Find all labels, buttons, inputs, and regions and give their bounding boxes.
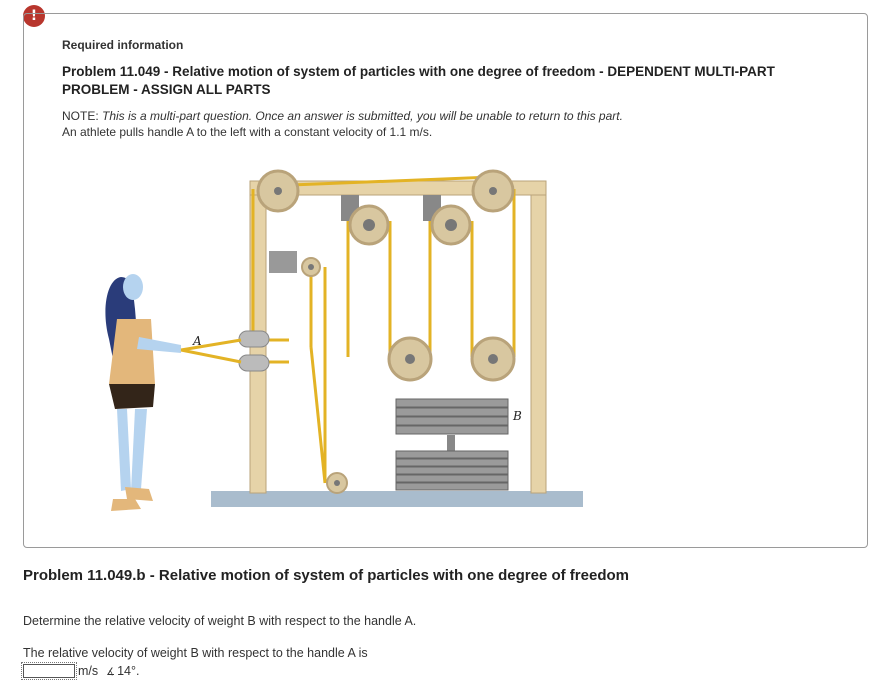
problem-title: Problem 11.049 - Relative motion of system of particles with one degree of freedom - DEPENDENT MULTI-PART PROBLEM - ASSIGN ALL PARTS [62,64,775,97]
handle-a-rope [181,350,241,362]
velocity-answer-input[interactable] [23,664,75,678]
note-line [62,109,623,123]
pulley [389,338,431,380]
floor [211,491,583,507]
answer-angle [106,664,139,678]
answer-row [23,662,140,680]
required-info-panel [23,13,868,548]
label-b: B [513,409,522,423]
alert-icon: ! [23,5,45,27]
answer-unit: m/s [78,664,99,678]
pulley [258,171,298,211]
bracket [269,251,297,273]
pulley-machine-figure [69,159,629,529]
handle-guide [239,355,269,371]
handle-a-rope [181,340,241,350]
problem-description: An athlete pulls handle A to the left with a constant velocity of 1.1 m/s. [62,125,433,139]
pulley [302,258,320,276]
note-text: This is a multi-part question. Once an answer is submitted, you will be unable to return to this part. [102,109,623,123]
answer-prompt: The relative velocity of weight B with respect to the handle A is [23,646,368,660]
label-a: A [193,334,202,348]
weight-rod [447,435,455,451]
pulley [473,171,513,211]
angle-value: 14°. [117,664,140,678]
frame-right-post [531,181,546,493]
note-label: NOTE: [62,109,99,123]
pulley [432,206,470,244]
handle-guide [239,331,269,347]
part-question: Determine the relative velocity of weight B with respect to the handle A. [23,614,417,628]
pulley [327,473,347,493]
pulley [350,206,388,244]
required-info-heading: Required information [62,38,184,52]
athlete [105,274,181,511]
angle-icon: ∡ [106,667,116,678]
weight-stack [396,451,508,490]
part-title: Problem 11.049.b - Relative motion of system of particles with one degree of freedom [23,567,629,584]
weight-stack-b [396,399,508,434]
pulley [472,338,514,380]
